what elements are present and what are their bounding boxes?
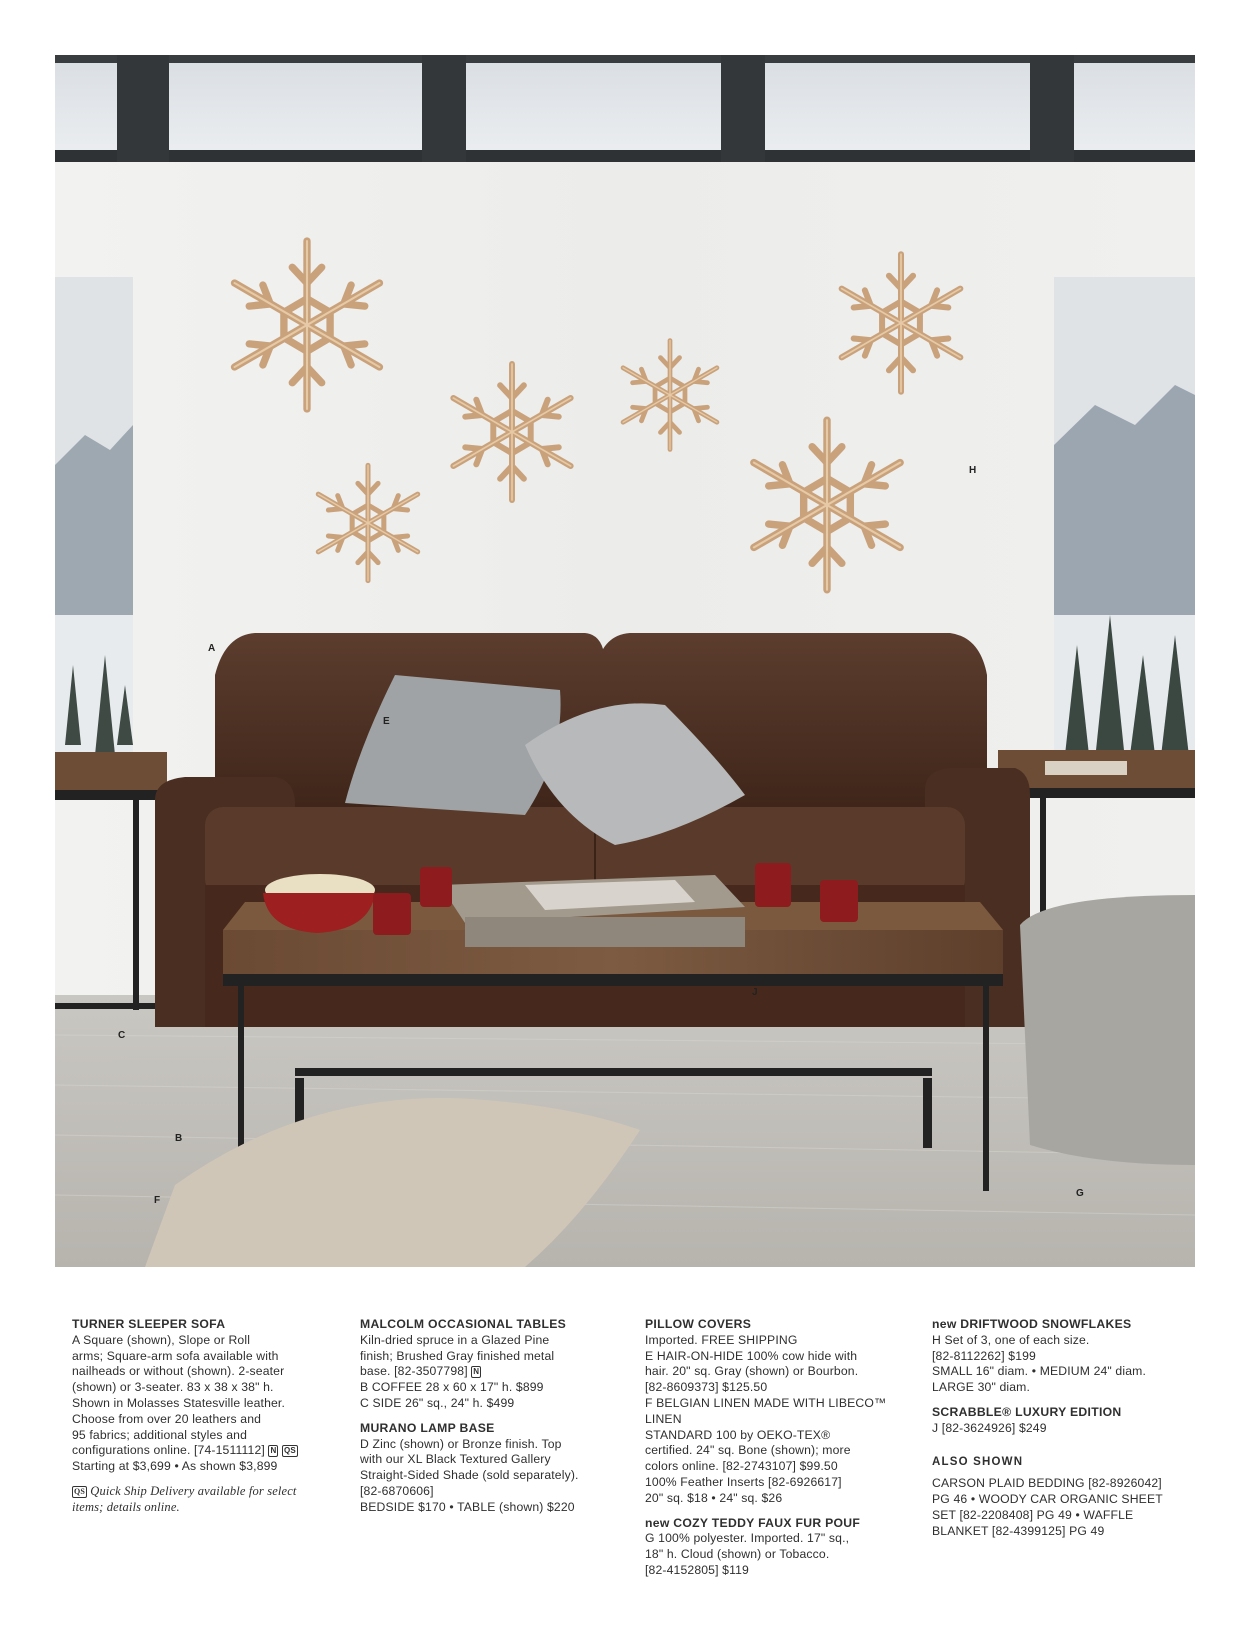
callout-f: F xyxy=(154,1195,161,1206)
product-column-pillows-pouf xyxy=(645,1317,920,1579)
price-line: J [82-3624926] $249 xyxy=(932,1420,1047,1435)
callout-h: H xyxy=(969,465,977,476)
desc-line: 95 fabrics; additional styles and xyxy=(72,1427,247,1442)
new-badge-icon: N xyxy=(473,1367,480,1377)
callout-b: B xyxy=(175,1133,183,1144)
desc-line: Imported. FREE SHIPPING xyxy=(645,1332,798,1347)
desc-line: LARGE 30" diam. xyxy=(932,1380,1031,1395)
desc-line: with our XL Black Textured Gallery xyxy=(360,1452,551,1467)
price-line: Starting at $3,699 • As shown $3,899 xyxy=(72,1459,278,1474)
desc-line: Straight-Sided Shade (sold separately). xyxy=(360,1468,579,1483)
desc-line: (shown) or 3-seater. 83 x 38 x 38" h. xyxy=(72,1380,274,1395)
price-line: [82-4152805] $119 xyxy=(645,1562,749,1577)
product-column-malcolm-tables xyxy=(360,1317,630,1516)
product-title: PILLOW COVERS xyxy=(645,1317,752,1331)
product-title: new COZY TEDDY FAUX FUR POUF xyxy=(645,1515,861,1530)
sku-text: configurations online. [74-1511112] xyxy=(72,1443,265,1458)
desc-line: finish; Brushed Gray finished metal xyxy=(360,1348,555,1363)
desc-line: A Square (shown), Slope or Roll xyxy=(72,1332,251,1347)
desc-line: colors online. [82-2743107] $99.50 xyxy=(645,1459,838,1474)
quick-ship-note xyxy=(72,1484,327,1500)
desc-line: arms; Square-arm sofa available with xyxy=(72,1348,279,1363)
desc-line: G 100% polyester. Imported. 17" sq., xyxy=(645,1531,850,1546)
desc-line: nailheads or without (shown). 2-seater xyxy=(72,1364,285,1379)
desc-line xyxy=(72,1443,327,1459)
product-title: MALCOLM OCCASIONAL TABLES xyxy=(360,1317,567,1331)
product-title: MURANO LAMP BASE xyxy=(360,1420,495,1435)
sku-text: base. [82-3507798] xyxy=(360,1364,468,1379)
note-line: Quick Ship Delivery available for select xyxy=(90,1483,297,1498)
also-shown-line: BLANKET [82-4399125] PG 49 xyxy=(932,1523,1105,1538)
product-title: new DRIFTWOOD SNOWFLAKES xyxy=(932,1317,1132,1331)
product-title: SCRABBLE® LUXURY EDITION xyxy=(932,1404,1122,1419)
price-line: C SIDE 26" sq., 24" h. $499 xyxy=(360,1395,515,1410)
product-column-turner-sofa xyxy=(72,1317,327,1516)
desc-line: SMALL 16" diam. • MEDIUM 24" diam. xyxy=(932,1364,1146,1379)
callout-a: A xyxy=(208,643,216,654)
desc-line: [82-6870606] xyxy=(360,1483,434,1498)
price-line: B COFFEE 28 x 60 x 17" h. $899 xyxy=(360,1380,544,1395)
price-line: 20" sq. $18 • 24" sq. $26 xyxy=(645,1490,783,1505)
price-line: [82-8112262] $199 xyxy=(932,1348,1036,1363)
room-photo xyxy=(55,55,1195,1267)
desc-line: Shown in Molasses Statesville leather. xyxy=(72,1395,285,1410)
also-shown-line: CARSON PLAID BEDDING [82-8926042] xyxy=(932,1476,1162,1491)
desc-line: certified. 24" sq. Bone (shown); more xyxy=(645,1443,851,1458)
callout-g: G xyxy=(1076,1188,1084,1199)
desc-line xyxy=(360,1364,630,1380)
teddy-faux-fur-pouf xyxy=(1020,895,1195,1165)
product-column-snowflakes-scrabble xyxy=(932,1317,1202,1540)
desc-line: Kiln-dried spruce in a Glazed Pine xyxy=(360,1332,550,1347)
quick-ship-badge-icon: QS xyxy=(74,1486,85,1496)
desc-line: H Set of 3, one of each size. xyxy=(932,1332,1090,1347)
desc-line: [82-8609373] $125.50 xyxy=(645,1380,768,1395)
also-shown-line: SET [82-2208408] PG 49 • WAFFLE xyxy=(932,1507,1134,1522)
callout-j: J xyxy=(752,987,758,998)
desc-line: STANDARD 100 by OEKO-TEX® xyxy=(645,1427,831,1442)
desc-line: E HAIR-ON-HIDE 100% cow hide with xyxy=(645,1348,858,1363)
quick-ship-badge-icon: QS xyxy=(283,1446,296,1456)
desc-line: D Zinc (shown) or Bronze finish. Top xyxy=(360,1436,562,1451)
also-shown-line: PG 46 • WOODY CAR ORGANIC SHEET xyxy=(932,1492,1163,1507)
desc-line: 100% Feather Inserts [82-6926617] xyxy=(645,1474,842,1489)
desc-line: 18" h. Cloud (shown) or Tobacco. xyxy=(645,1547,830,1562)
new-badge-icon: N xyxy=(270,1446,277,1456)
desc-line: hair. 20" sq. Gray (shown) or Bourbon. xyxy=(645,1364,859,1379)
note-line: items; details online. xyxy=(72,1499,180,1514)
callout-e: E xyxy=(383,716,390,727)
price-line: BEDSIDE $170 • TABLE (shown) $220 xyxy=(360,1499,575,1514)
desc-line: Choose from over 20 leathers and xyxy=(72,1411,262,1426)
desc-line: F BELGIAN LINEN MADE WITH LIBECO™ LINEN xyxy=(645,1395,887,1426)
product-title: TURNER SLEEPER SOFA xyxy=(72,1317,226,1331)
also-shown-heading: ALSO SHOWN xyxy=(932,1455,1024,1468)
callout-c: C xyxy=(118,1030,126,1041)
living-room-illustration xyxy=(55,55,1195,1267)
